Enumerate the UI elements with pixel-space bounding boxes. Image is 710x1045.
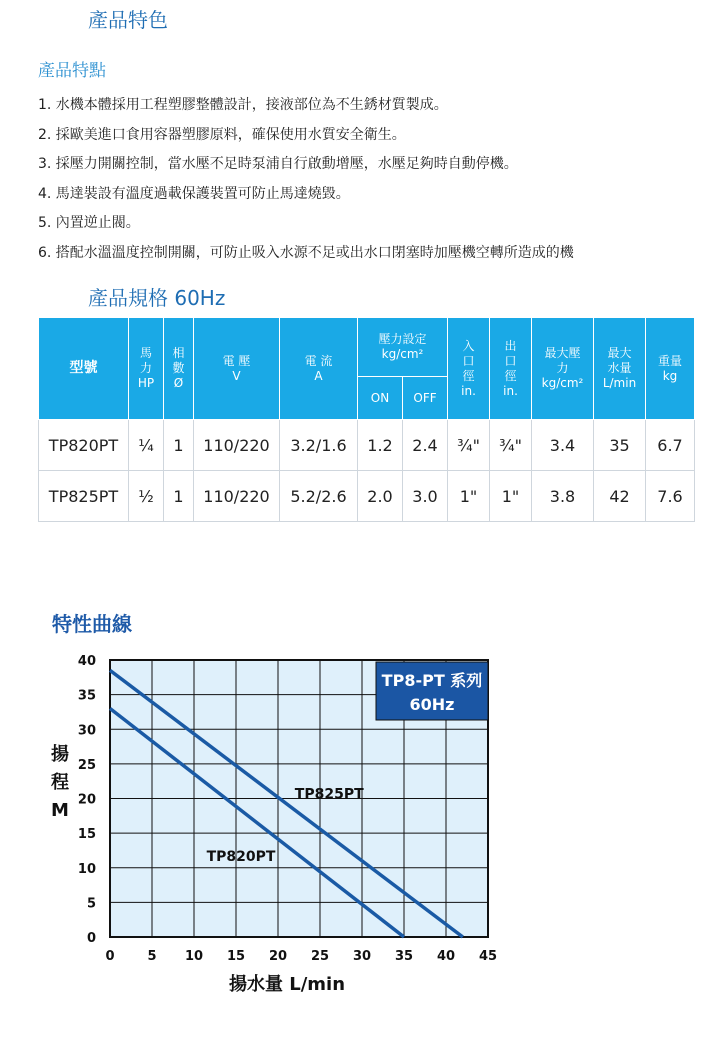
feature-item: 3. 採壓力開關控制，當水壓不足時泵浦自行啟動增壓，水壓足夠時自動停機。 <box>38 156 518 172</box>
y-tick-label: 20 <box>77 792 96 808</box>
y-tick-label: 40 <box>77 654 96 669</box>
y-tick-label: 15 <box>77 827 96 843</box>
header-model: 型號 <box>39 318 129 420</box>
header-weight: 重量 kg <box>646 318 695 420</box>
feature-item: 2. 採歐美進口食用容器塑膠原料，確保使用水質安全衛生。 <box>38 126 406 143</box>
cell-model: TP825PT <box>39 471 129 522</box>
cell-max-pressure: 3.8 <box>532 471 594 522</box>
x-tick-label: 5 <box>147 949 157 964</box>
feature-item: 1. 水機本體採用工程塑膠整體設計，接液部位為不生銹材質製成。 <box>38 97 448 113</box>
cell-outlet: ¾" <box>490 420 532 471</box>
cell-max-flow: 42 <box>594 471 646 522</box>
legend-series-name: TP8-PT 系列 <box>381 671 483 690</box>
header-off: OFF <box>403 377 448 420</box>
header-max-pressure: 最大壓 力 kg/cm² <box>532 318 594 420</box>
cell-hp: ¼ <box>129 420 164 471</box>
y-tick-label: 10 <box>77 861 96 877</box>
y-tick-label: 25 <box>77 757 96 773</box>
cell-max-flow: 35 <box>594 420 646 471</box>
cell-outlet: 1" <box>490 471 532 522</box>
feature-item: 4. 馬達裝設有溫度過載保護裝置可防止馬達燒毀。 <box>38 185 350 202</box>
spec-title: 產品規格 60Hz <box>88 286 226 310</box>
x-tick-label: 40 <box>436 949 456 964</box>
cell-inlet: ¾" <box>448 420 490 471</box>
spec-table <box>38 317 695 522</box>
cell-phase: 1 <box>164 420 194 471</box>
cell-model: TP820PT <box>39 420 129 471</box>
cell-hp: ½ <box>129 471 164 522</box>
header-voltage: 電 壓 V <box>194 318 280 420</box>
header-phase: 相 數 Ø <box>164 318 194 420</box>
cell-off: 2.4 <box>403 420 448 471</box>
header-current: 電 流 A <box>280 318 358 420</box>
cell-inlet: 1" <box>448 471 490 522</box>
header-inlet: 入 口 徑 in. <box>448 318 490 420</box>
features-title: 產品特點 <box>38 61 106 81</box>
x-tick-label: 25 <box>310 949 330 964</box>
y-axis-label: 揚 <box>51 744 69 765</box>
performance-chart <box>0 640 710 1010</box>
feature-list <box>38 94 574 271</box>
header-pressure: 壓力設定 kg/cm² <box>358 318 448 377</box>
section-title: 產品特色 <box>88 8 168 32</box>
cell-weight: 7.6 <box>646 471 695 522</box>
x-axis-label: 揚水量 L/min <box>228 974 346 995</box>
cell-max-pressure: 3.4 <box>532 420 594 471</box>
x-tick-label: 30 <box>352 949 372 964</box>
cell-off: 3.0 <box>403 471 448 522</box>
y-tick-label: 35 <box>77 688 96 704</box>
header-outlet: 出 口 徑 in. <box>490 318 532 420</box>
feature-item: 5. 內置逆止閥。 <box>38 215 140 231</box>
series-label: TP820PT <box>206 848 276 865</box>
y-axis-label: M <box>51 800 69 821</box>
x-tick-label: 15 <box>226 949 246 964</box>
table-row <box>39 471 695 522</box>
cell-current: 3.2/1.6 <box>280 420 358 471</box>
x-tick-label: 20 <box>268 949 288 964</box>
y-tick-label: 5 <box>86 896 96 912</box>
cell-voltage: 110/220 <box>194 471 280 522</box>
chart-title: 特性曲線 <box>52 612 132 636</box>
cell-voltage: 110/220 <box>194 420 280 471</box>
cell-current: 5.2/2.6 <box>280 471 358 522</box>
cell-weight: 6.7 <box>646 420 695 471</box>
y-axis-label: 程 <box>51 772 69 793</box>
cell-on: 1.2 <box>358 420 403 471</box>
cell-on: 2.0 <box>358 471 403 522</box>
x-tick-label: 10 <box>184 949 204 964</box>
cell-phase: 1 <box>164 471 194 522</box>
x-tick-label: 0 <box>105 949 115 964</box>
header-on: ON <box>358 377 403 420</box>
table-row <box>39 420 695 471</box>
legend-frequency: 60Hz <box>409 695 455 714</box>
feature-item: 6. 搭配水溫溫度控制開關，可防止吸入水源不足或出水口閉塞時加壓機空轉所造成的機 <box>38 244 574 261</box>
header-hp: 馬 力 HP <box>129 318 164 420</box>
series-label: TP825PT <box>294 786 364 803</box>
y-tick-label: 0 <box>86 931 96 946</box>
header-max-flow: 最大 水量 L/min <box>594 318 646 420</box>
y-tick-label: 30 <box>77 723 96 739</box>
x-tick-label: 35 <box>394 949 414 964</box>
x-tick-label: 45 <box>478 949 498 964</box>
